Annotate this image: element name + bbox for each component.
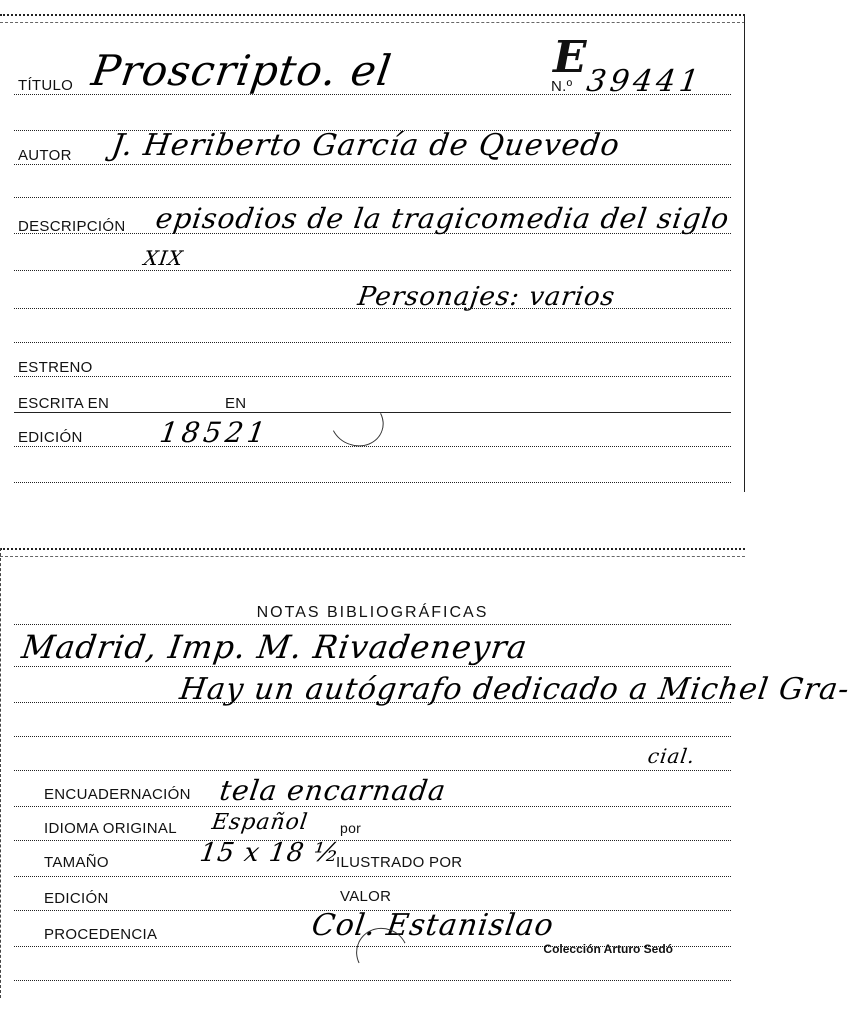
titulo-value: Proscripto. el xyxy=(88,46,395,95)
ruled-line xyxy=(14,197,731,198)
catalog-card-notes xyxy=(0,548,852,998)
catalog-card-main xyxy=(0,14,745,492)
valor-label: VALOR xyxy=(340,888,392,905)
en-label: EN xyxy=(225,395,247,412)
autor-value: J. Heriberto García de Quevedo xyxy=(109,128,623,163)
idioma-value: Español xyxy=(210,810,310,835)
tamano-value: 15 x 18 ½ xyxy=(197,838,342,868)
idioma-label: IDIOMA ORIGINAL xyxy=(44,820,177,837)
estreno-label: ESTRENO xyxy=(18,359,93,376)
ruled-line xyxy=(14,342,731,343)
card-top-edge xyxy=(0,548,745,557)
punch-hole xyxy=(323,390,390,454)
numero-label: N.º xyxy=(551,78,573,95)
encuadernacion-value: tela encarnada xyxy=(217,774,449,807)
ruled-line xyxy=(14,666,731,667)
e-mark: E xyxy=(553,32,587,83)
ruled-line xyxy=(14,736,731,737)
ruled-line xyxy=(14,624,731,625)
ruled-line xyxy=(14,270,731,271)
card-right-edge xyxy=(744,14,745,492)
ruled-line xyxy=(14,446,731,447)
procedencia-value: Col. Estanislao xyxy=(309,908,557,943)
autor-label: AUTOR xyxy=(18,147,72,164)
descripcion-continuation: XIX xyxy=(142,246,186,270)
ruled-line xyxy=(14,376,731,377)
ruled-line xyxy=(14,980,731,981)
ilustrado-label: ILUSTRADO POR xyxy=(336,854,463,871)
card-top-edge xyxy=(0,14,745,23)
ruled-line xyxy=(14,482,731,483)
ruled-line xyxy=(14,770,731,771)
edicion-value: 18521 xyxy=(157,416,272,449)
notes-line-1: Madrid, Imp. M. Rivadeneyra xyxy=(19,628,531,666)
ruled-line xyxy=(14,164,731,165)
por-label: por xyxy=(340,820,362,836)
tamano-label: TAMAÑO xyxy=(44,854,109,871)
notes-line-3: cial. xyxy=(646,744,697,768)
descripcion-label: DESCRIPCIÓN xyxy=(18,218,126,235)
personajes-value: Personajes: varios xyxy=(355,282,618,312)
notes-line-2: Hay un autógrafo dedicado a Michel Gra- xyxy=(177,672,852,707)
notas-title: NOTAS BIBLIOGRÁFICAS xyxy=(256,604,489,621)
titulo-label: TÍTULO xyxy=(18,77,74,94)
procedencia-label: PROCEDENCIA xyxy=(44,926,158,943)
edicion-label-2: EDICIÓN xyxy=(44,890,109,907)
ruled-line xyxy=(14,840,731,841)
ruled-line xyxy=(14,876,731,877)
descripcion-value: episodios de la tragicomedia del siglo xyxy=(153,202,732,235)
numero-value: 39441 xyxy=(584,64,705,99)
encuadernacion-label: ENCUADERNACIÓN xyxy=(44,786,191,803)
escrita-label: ESCRITA EN xyxy=(18,395,110,412)
collection-label: Colección Arturo Sedó xyxy=(543,942,673,956)
edicion-label: EDICIÓN xyxy=(18,429,83,446)
